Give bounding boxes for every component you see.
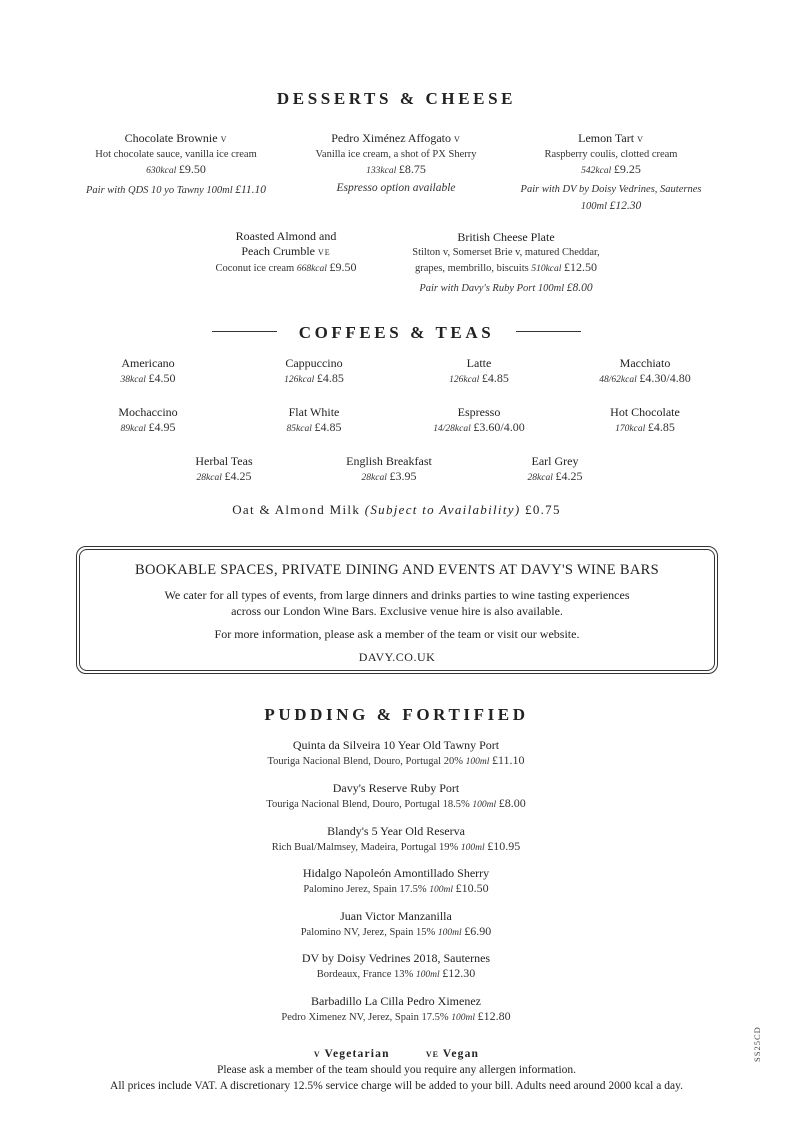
coffee-mochaccino: [88, 405, 208, 437]
wine-price: £6.90: [464, 924, 492, 938]
cheese-plate: [386, 230, 626, 297]
item-kcal: 630kcal: [146, 166, 177, 176]
events-description: [79, 587, 715, 619]
pairing-text: Pair with Davy's Ruby Port 100ml: [419, 283, 565, 294]
item-name: Earl Grey: [531, 454, 579, 468]
item-kcal: 38kcal: [120, 375, 146, 385]
wine-name: Blandy's 5 Year Old Reserva: [327, 824, 465, 838]
pairing-text: Pair with QDS 10 yo Tawny 100ml: [85, 185, 233, 196]
item-name: Cappuccino: [285, 356, 343, 370]
wine-measure: 100ml: [465, 757, 490, 767]
item-price: £3.60/4.00: [473, 420, 525, 434]
pudding-title: PUDDING & FORTIFIED: [264, 705, 529, 724]
item-name: English Breakfast: [346, 454, 432, 468]
item-kcal: 133kcal: [366, 166, 397, 176]
dessert-lemon-tart: [491, 131, 731, 215]
wine-name: Davy's Reserve Ruby Port: [332, 781, 460, 795]
vegetarian-tag: V: [220, 135, 228, 144]
wine-measure: 100ml: [472, 800, 497, 810]
diet-legend: [0, 1048, 793, 1060]
wine-desc: Touriga Nacional Blend, Douro, Portugal 20%: [267, 756, 463, 767]
item-name-line1: Roasted Almond and: [235, 229, 337, 243]
vegetarian-code: V: [313, 1050, 321, 1059]
wine-measure: 100ml: [460, 843, 485, 853]
wine-item: [196, 994, 596, 1026]
wine-desc: Pedro Ximenez NV, Jerez, Spain 17.5%: [281, 1012, 449, 1023]
item-name: Pedro Ximénez Affogato: [331, 131, 451, 145]
events-line2: across our London Wine Bars. Exclusive venue hire is also available.: [231, 604, 563, 618]
wine-price: £8.00: [498, 796, 526, 810]
item-name: Chocolate Brownie: [124, 131, 218, 145]
wine-desc: Palomino NV, Jerez, Spain 15%: [300, 927, 436, 938]
item-price: £9.25: [613, 162, 641, 176]
menu-code: SS25CD: [752, 1026, 762, 1062]
wine-name: Barbadillo La Cilla Pedro Ximenez: [311, 994, 481, 1008]
wine-item: [196, 909, 596, 941]
desserts-title: DESSERTS & CHEESE: [276, 89, 517, 108]
item-kcal: 28kcal: [527, 473, 553, 483]
item-price: £12.50: [564, 260, 598, 274]
milk-note: (Subject to Availability): [364, 502, 521, 517]
wine-measure: 100ml: [429, 885, 454, 895]
wine-price: £10.95: [487, 839, 521, 853]
coffee-hot-chocolate: [575, 405, 715, 437]
wine-measure: 100ml: [451, 1013, 475, 1023]
item-price: £4.85: [647, 420, 675, 434]
item-kcal: 85kcal: [286, 424, 312, 434]
wine-price: £12.30: [442, 966, 476, 980]
item-name: Americano: [121, 356, 175, 370]
wine-price: £12.80: [477, 1009, 511, 1023]
events-website-link[interactable]: DAVY.CO.UK: [358, 650, 436, 664]
coffee-latte: [419, 356, 539, 388]
item-desc: Hot chocolate sauce, vanilla ice cream: [95, 149, 257, 160]
wine-desc: Bordeaux, France 13%: [316, 969, 414, 980]
pairing-text: Pair with DV by Doisy Vedrines, Sauternes: [520, 184, 702, 195]
wine-desc: Rich Bual/Malmsey, Madeira, Portugal 19%: [271, 842, 459, 853]
item-price: £4.85: [314, 420, 342, 434]
vegan-code: VE: [425, 1050, 440, 1059]
item-name: Espresso: [457, 405, 501, 419]
item-desc: Raspberry coulis, clotted cream: [544, 149, 678, 160]
milk-price: £0.75: [525, 502, 561, 517]
tea-english-breakfast: [319, 454, 459, 486]
events-heading: BOOKABLE SPACES, PRIVATE DINING AND EVENTS AT DAVY'S WINE BARS: [135, 562, 659, 578]
wine-item: [196, 951, 596, 983]
vegetarian-label: Vegetarian: [324, 1048, 390, 1060]
tea-herbal: [164, 454, 284, 486]
item-name: Mochaccino: [118, 405, 178, 419]
coffee-espresso: [409, 405, 549, 437]
item-kcal: 126kcal: [449, 375, 480, 385]
item-kcal: 48/62kcal: [599, 375, 637, 385]
item-kcal: 28kcal: [196, 473, 222, 483]
coffees-title: COFFEES & TEAS: [298, 323, 495, 342]
item-price: £9.50: [178, 162, 206, 176]
wine-name: Hidalgo Napoleón Amontillado Sherry: [302, 866, 490, 880]
item-name: British Cheese Plate: [457, 230, 555, 244]
item-name: Flat White: [288, 405, 340, 419]
item-kcal: 668kcal: [296, 264, 327, 274]
item-name: Macchiato: [619, 356, 671, 370]
item-name: Latte: [466, 356, 492, 370]
vegan-tag: VE: [317, 248, 331, 257]
wine-desc: Touriga Nacional Blend, Douro, Portugal 18.5%: [266, 799, 470, 810]
item-price: £4.30/4.80: [639, 371, 691, 385]
pairing-measure: 100ml: [580, 201, 607, 212]
wine-item: [196, 781, 596, 813]
milk-label: Oat & Almond Milk: [232, 502, 361, 517]
milk-option: [0, 502, 793, 518]
vegetarian-tag: V: [453, 135, 461, 144]
wine-measure: 100ml: [437, 928, 462, 938]
events-line1: We cater for all types of events, from large dinners and drinks parties to wine tasting experiences: [164, 588, 630, 602]
item-kcal: 89kcal: [120, 424, 146, 434]
pairing-price: £12.30: [609, 200, 642, 212]
item-price: £4.85: [316, 371, 344, 385]
item-price: £8.75: [398, 162, 426, 176]
item-name: Herbal Teas: [195, 454, 253, 468]
item-kcal: 126kcal: [284, 375, 315, 385]
vegan-label: Vegan: [442, 1048, 480, 1060]
pairing-price: £11.10: [235, 184, 267, 196]
dessert-chocolate-brownie: [56, 131, 296, 199]
item-kcal: 510kcal: [531, 264, 562, 274]
wine-item: [196, 866, 596, 898]
item-price: £9.50: [329, 260, 357, 274]
item-name: Hot Chocolate: [610, 405, 680, 419]
espresso-note: Espresso option available: [336, 182, 456, 194]
item-desc: Vanilla ice cream, a shot of PX Sherry: [315, 149, 477, 160]
item-price: £4.95: [148, 420, 176, 434]
allergen-note: Please ask a member of the team should you require any allergen information.: [216, 1064, 577, 1076]
item-desc-line2: grapes, membrillo, biscuits: [414, 263, 529, 274]
wine-price: £10.50: [455, 881, 489, 895]
item-kcal: 14/28kcal: [433, 424, 471, 434]
item-kcal: 28kcal: [361, 473, 387, 483]
item-price: £4.85: [481, 371, 509, 385]
dessert-almond-crumble: [196, 229, 376, 277]
coffee-cappuccino: [254, 356, 374, 388]
wine-item: [196, 738, 596, 770]
tea-earl-grey: [495, 454, 615, 486]
item-desc-line1: Stilton v, Somerset Brie v, matured Cheddar,: [412, 247, 600, 258]
pairing-price: £8.00: [566, 282, 593, 294]
events-more-info: For more information, please ask a member of the team or visit our website.: [214, 627, 580, 641]
wine-name: Juan Victor Manzanilla: [340, 909, 452, 923]
item-price: £4.50: [148, 371, 176, 385]
item-price: £3.95: [389, 469, 417, 483]
wine-name: DV by Doisy Vedrines 2018, Sauternes: [301, 951, 491, 965]
coffee-flat-white: [254, 405, 374, 437]
wine-name: Quinta da Silveira 10 Year Old Tawny Port: [292, 738, 500, 752]
item-kcal: 170kcal: [615, 424, 646, 434]
item-price: £4.25: [224, 469, 252, 483]
vat-note: All prices include VAT. A discretionary 12.5% service charge will be added to your bill. Adults need around 2000 kcal a day.: [110, 1080, 683, 1092]
coffee-macchiato: [575, 356, 715, 388]
coffee-americano: [88, 356, 208, 388]
dessert-px-affogato: [276, 131, 516, 196]
item-name-line2: Peach Crumble: [241, 244, 315, 258]
item-desc: Coconut ice cream: [215, 263, 295, 274]
item-name: Lemon Tart: [578, 131, 635, 145]
wine-measure: 100ml: [415, 970, 440, 980]
item-kcal: 542kcal: [581, 166, 612, 176]
vegetarian-tag: V: [637, 135, 644, 144]
item-price: £4.25: [555, 469, 583, 483]
wine-price: £11.10: [491, 753, 525, 767]
wine-item: [196, 824, 596, 856]
wine-desc: Palomino Jerez, Spain 17.5%: [303, 884, 427, 895]
